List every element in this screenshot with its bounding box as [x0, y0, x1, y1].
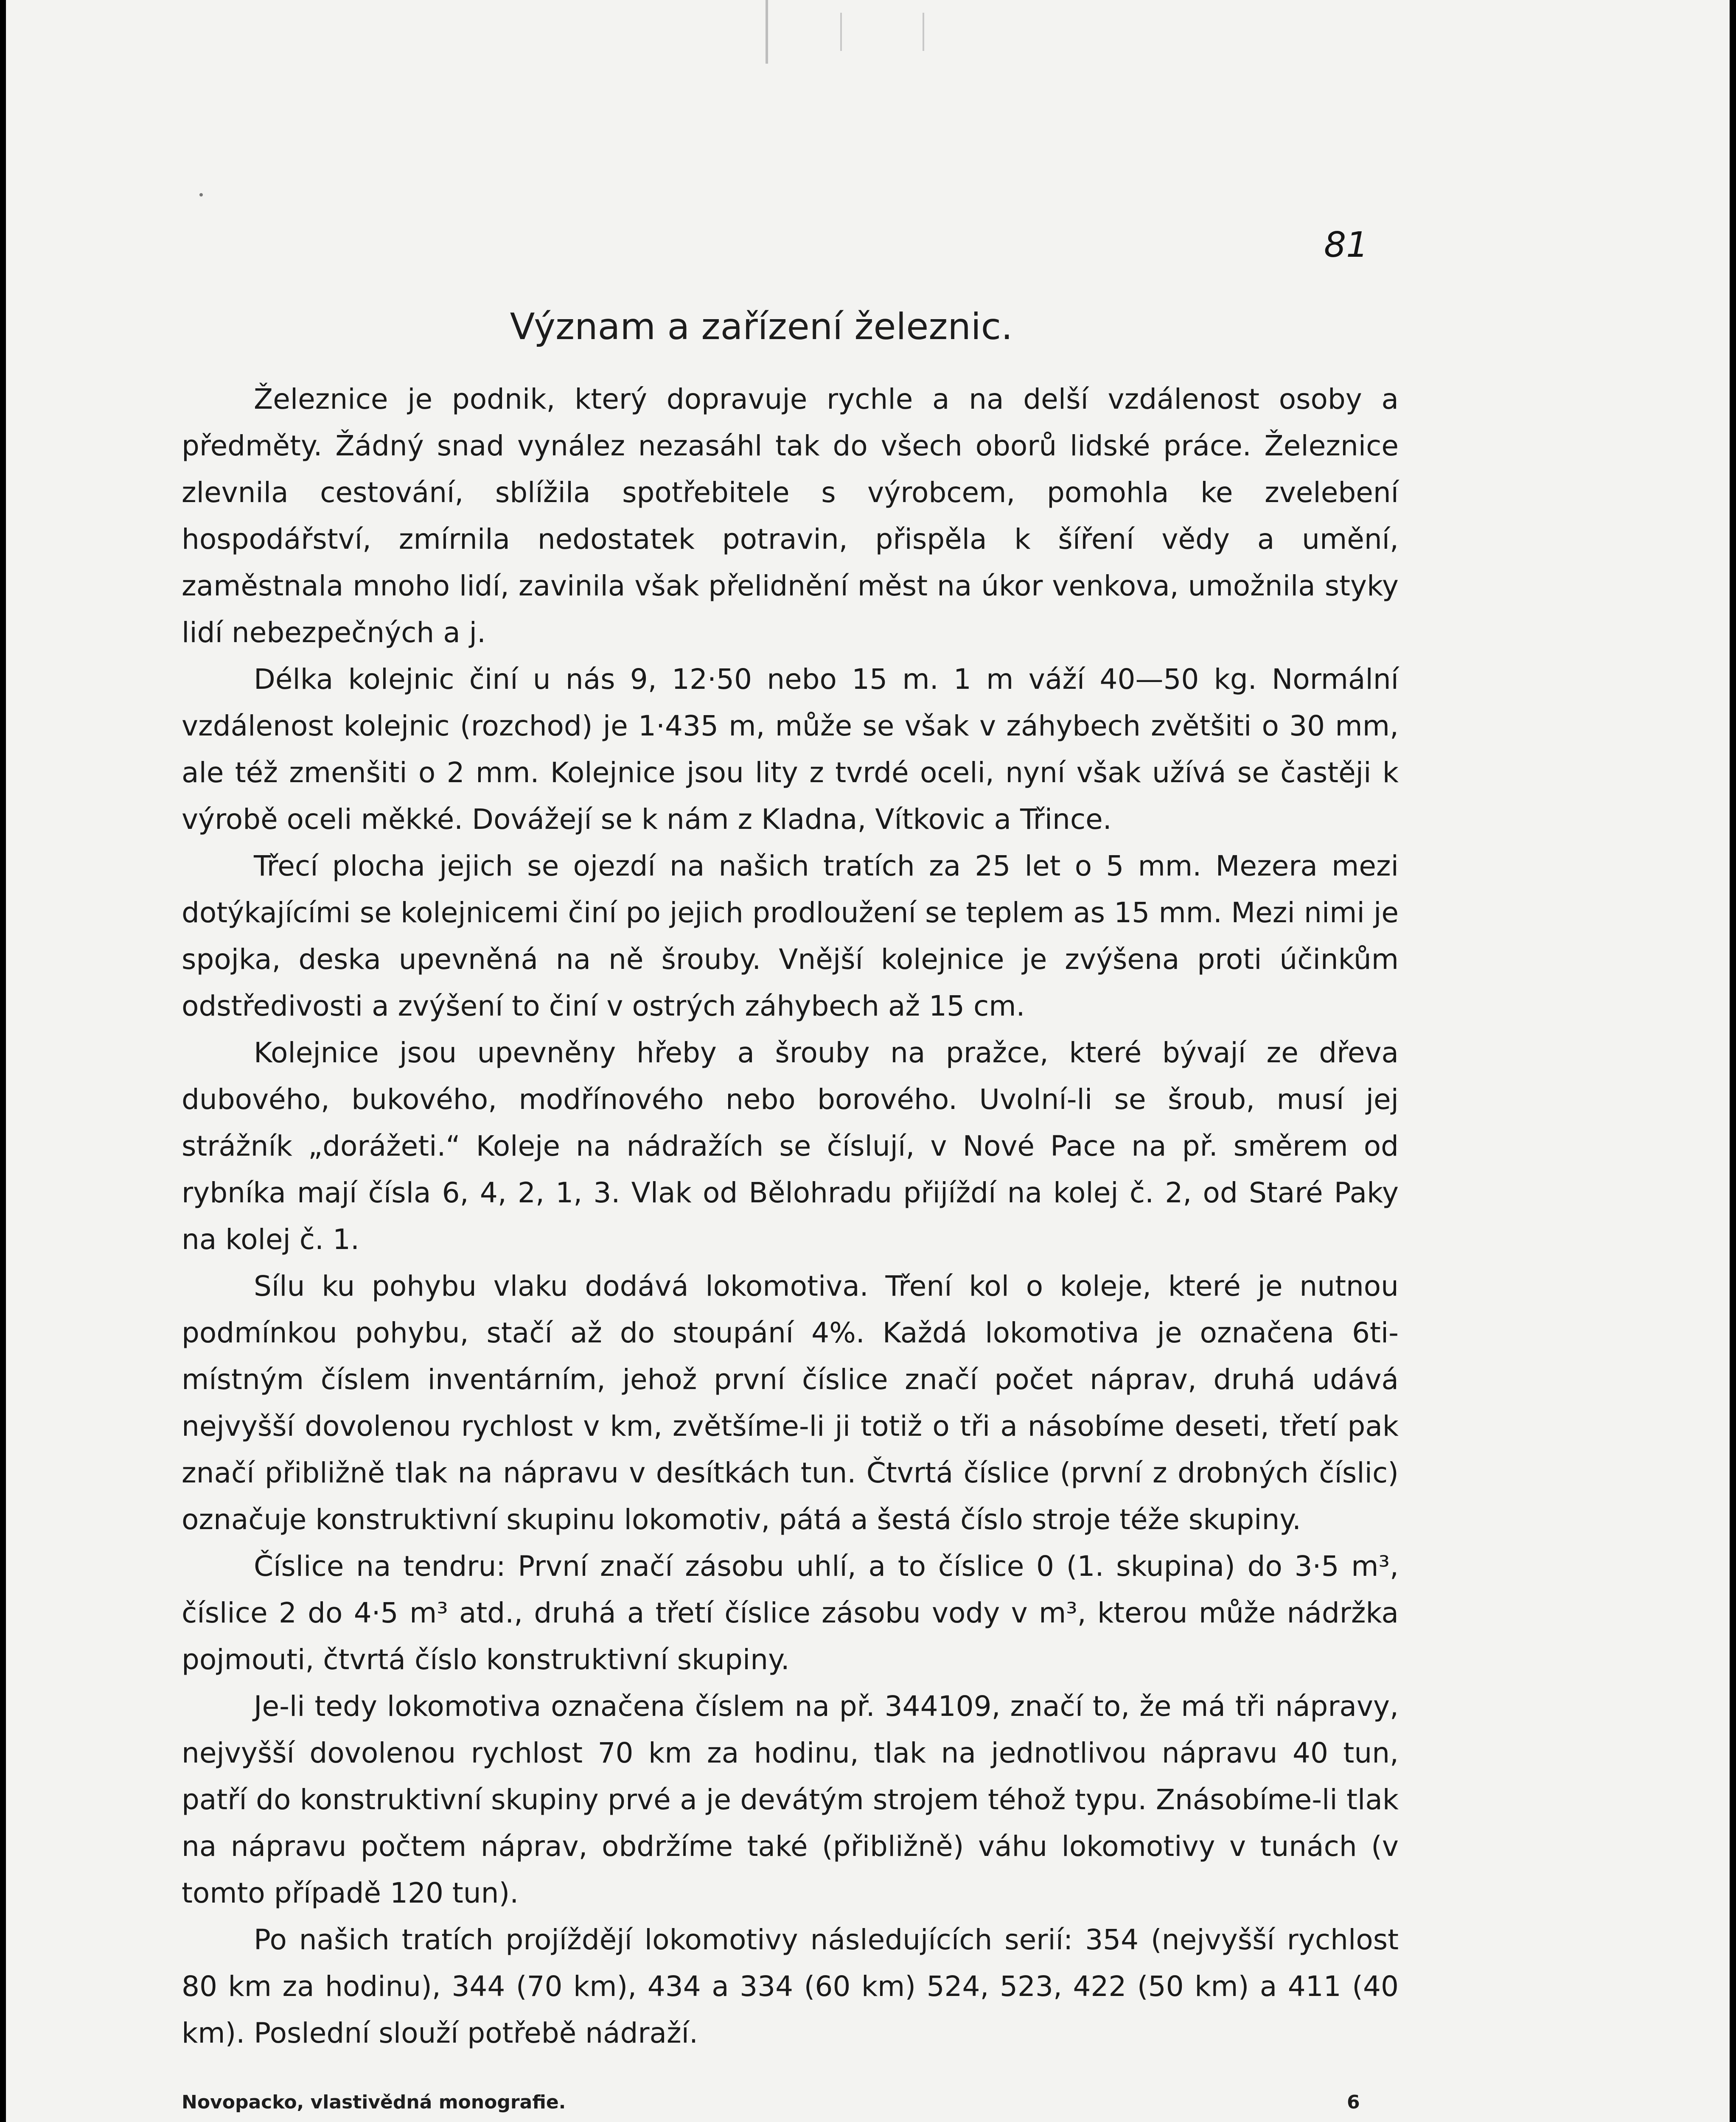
chapter-title: Význam a zařízení železnic. — [510, 306, 1013, 348]
paragraph: Kolejnice jsou upevněny hřeby a šrouby na pražce, které bývají ze dřeva dubového, bukového, modřínového nebo borového. Uvolní-li se šroub, musí jej strážník „dorážeti.“ Koleje na nádražích se číslují, v Nové Pace na př. směrem od rybníka mají čísla 6, 4, 2, 1, 3. Vlak od Bělohradu přijíždí na kolej č. 2, od Staré Paky na kolej č. 1. — [182, 1036, 1399, 1256]
document-page — [6, 0, 1730, 2122]
paragraph: Po našich tratích projíždějí lokomotivy následujících serií: 354 (nejvyšší rychlost 80 km za hodinu), 344 (70 km), 434 a 334 (60 km) 524, 523, 422 (50 km) a 411 (40 km). Poslední slouží potřebě nádraží. — [182, 1923, 1399, 2049]
paragraph: Délka kolejnic činí u nás 9, 12·50 nebo 15 m. 1 m váží 40—50 kg. Normální vzdálenost kolejnic (rozchod) je 1·435 m, může se však v záhybech zvětšiti o 30 mm, ale též zmenšiti o 2 mm. Kolejnice jsou lity z tvrdé oceli, nyní však užívá se častěji k výrobě oceli měkké. Dovážejí se k nám z Kladna, Vítkovic a Třince. — [182, 663, 1399, 836]
footer-signature-number: 6 — [1347, 2091, 1360, 2113]
scan-artifact — [766, 0, 951, 64]
page-number: 81 — [1324, 225, 1369, 265]
paragraph: Sílu ku pohybu vlaku dodává lokomotiva. Tření kol o koleje, které je nutnou podmínkou pohybu, stačí až do stoupání 4%. Každá lokomotiva je označena 6ti-místným číslem inventárním, jehož první číslice značí počet náprav, druhá udává nejvyšší dovolenou rychlost v km, zvětšíme-li ji totiž o tři a násobíme deseti, třetí pak značí přibližně tlak na nápravu v desítkách tun. Čtvrtá číslice (první z drobných číslic) označuje konstruktivní skupinu lokomotiv, pátá a šestá číslo stroje téže skupiny. — [182, 1270, 1399, 1536]
footer-publication-title: Novopacko, vlastivědná monografie. — [182, 2091, 566, 2113]
paragraph: Železnice je podnik, který dopravuje rychle a na delší vzdálenost osoby a předměty. Žádný snad vynález nezasáhl tak do všech oborů lidské práce. Železnice zlevnila cestování, sblížila spotřebitele s výrobcem, pomohla ke zvelebení hospodářství, zmírnila nedostatek potravin, přispěla k šíření vědy a umění, zaměstnala mnoho lidí, zavinila však přelidnění měst na úkor venkova, umožnila styky lidí nebezpečných a j. — [182, 383, 1399, 649]
paragraph: Je-li tedy lokomotiva označena číslem na př. 344109, značí to, že má tři nápravy, nejvyšší dovolenou rychlost 70 km za hodinu, tlak na jednotlivou nápravu 40 tun, patří do konstruktivní skupiny prvé a je devátým strojem téhož typu. Znásobíme-li tlak na nápravu počtem náprav, obdržíme také (přibližně) váhu lokomotivy v tunách (v tomto případě 120 tun). — [182, 1690, 1399, 1909]
body-text — [182, 376, 1399, 2057]
paragraph: Číslice na tendru: První značí zásobu uhlí, a to číslice 0 (1. skupina) do 3·5 m³, číslice 2 do 4·5 m³ atd., druhá a třetí číslice zásobu vody v m³, kterou může nádržka pojmouti, čtvrtá číslo konstruktivní skupiny. — [182, 1550, 1399, 1676]
scan-speck — [199, 193, 203, 196]
paragraph: Třecí plocha jejich se ojezdí na našich tratích za 25 let o 5 mm. Mezera mezi dotýkajícími se kolejnicemi činí po jejich prodloužení se teplem as 15 mm. Mezi nimi je spojka, deska upevněná na ně šrouby. Vnější kolejnice je zvýšena proti účinkům odstředivosti a zvýšení to činí v ostrých záhybech až 15 cm. — [182, 850, 1399, 1022]
